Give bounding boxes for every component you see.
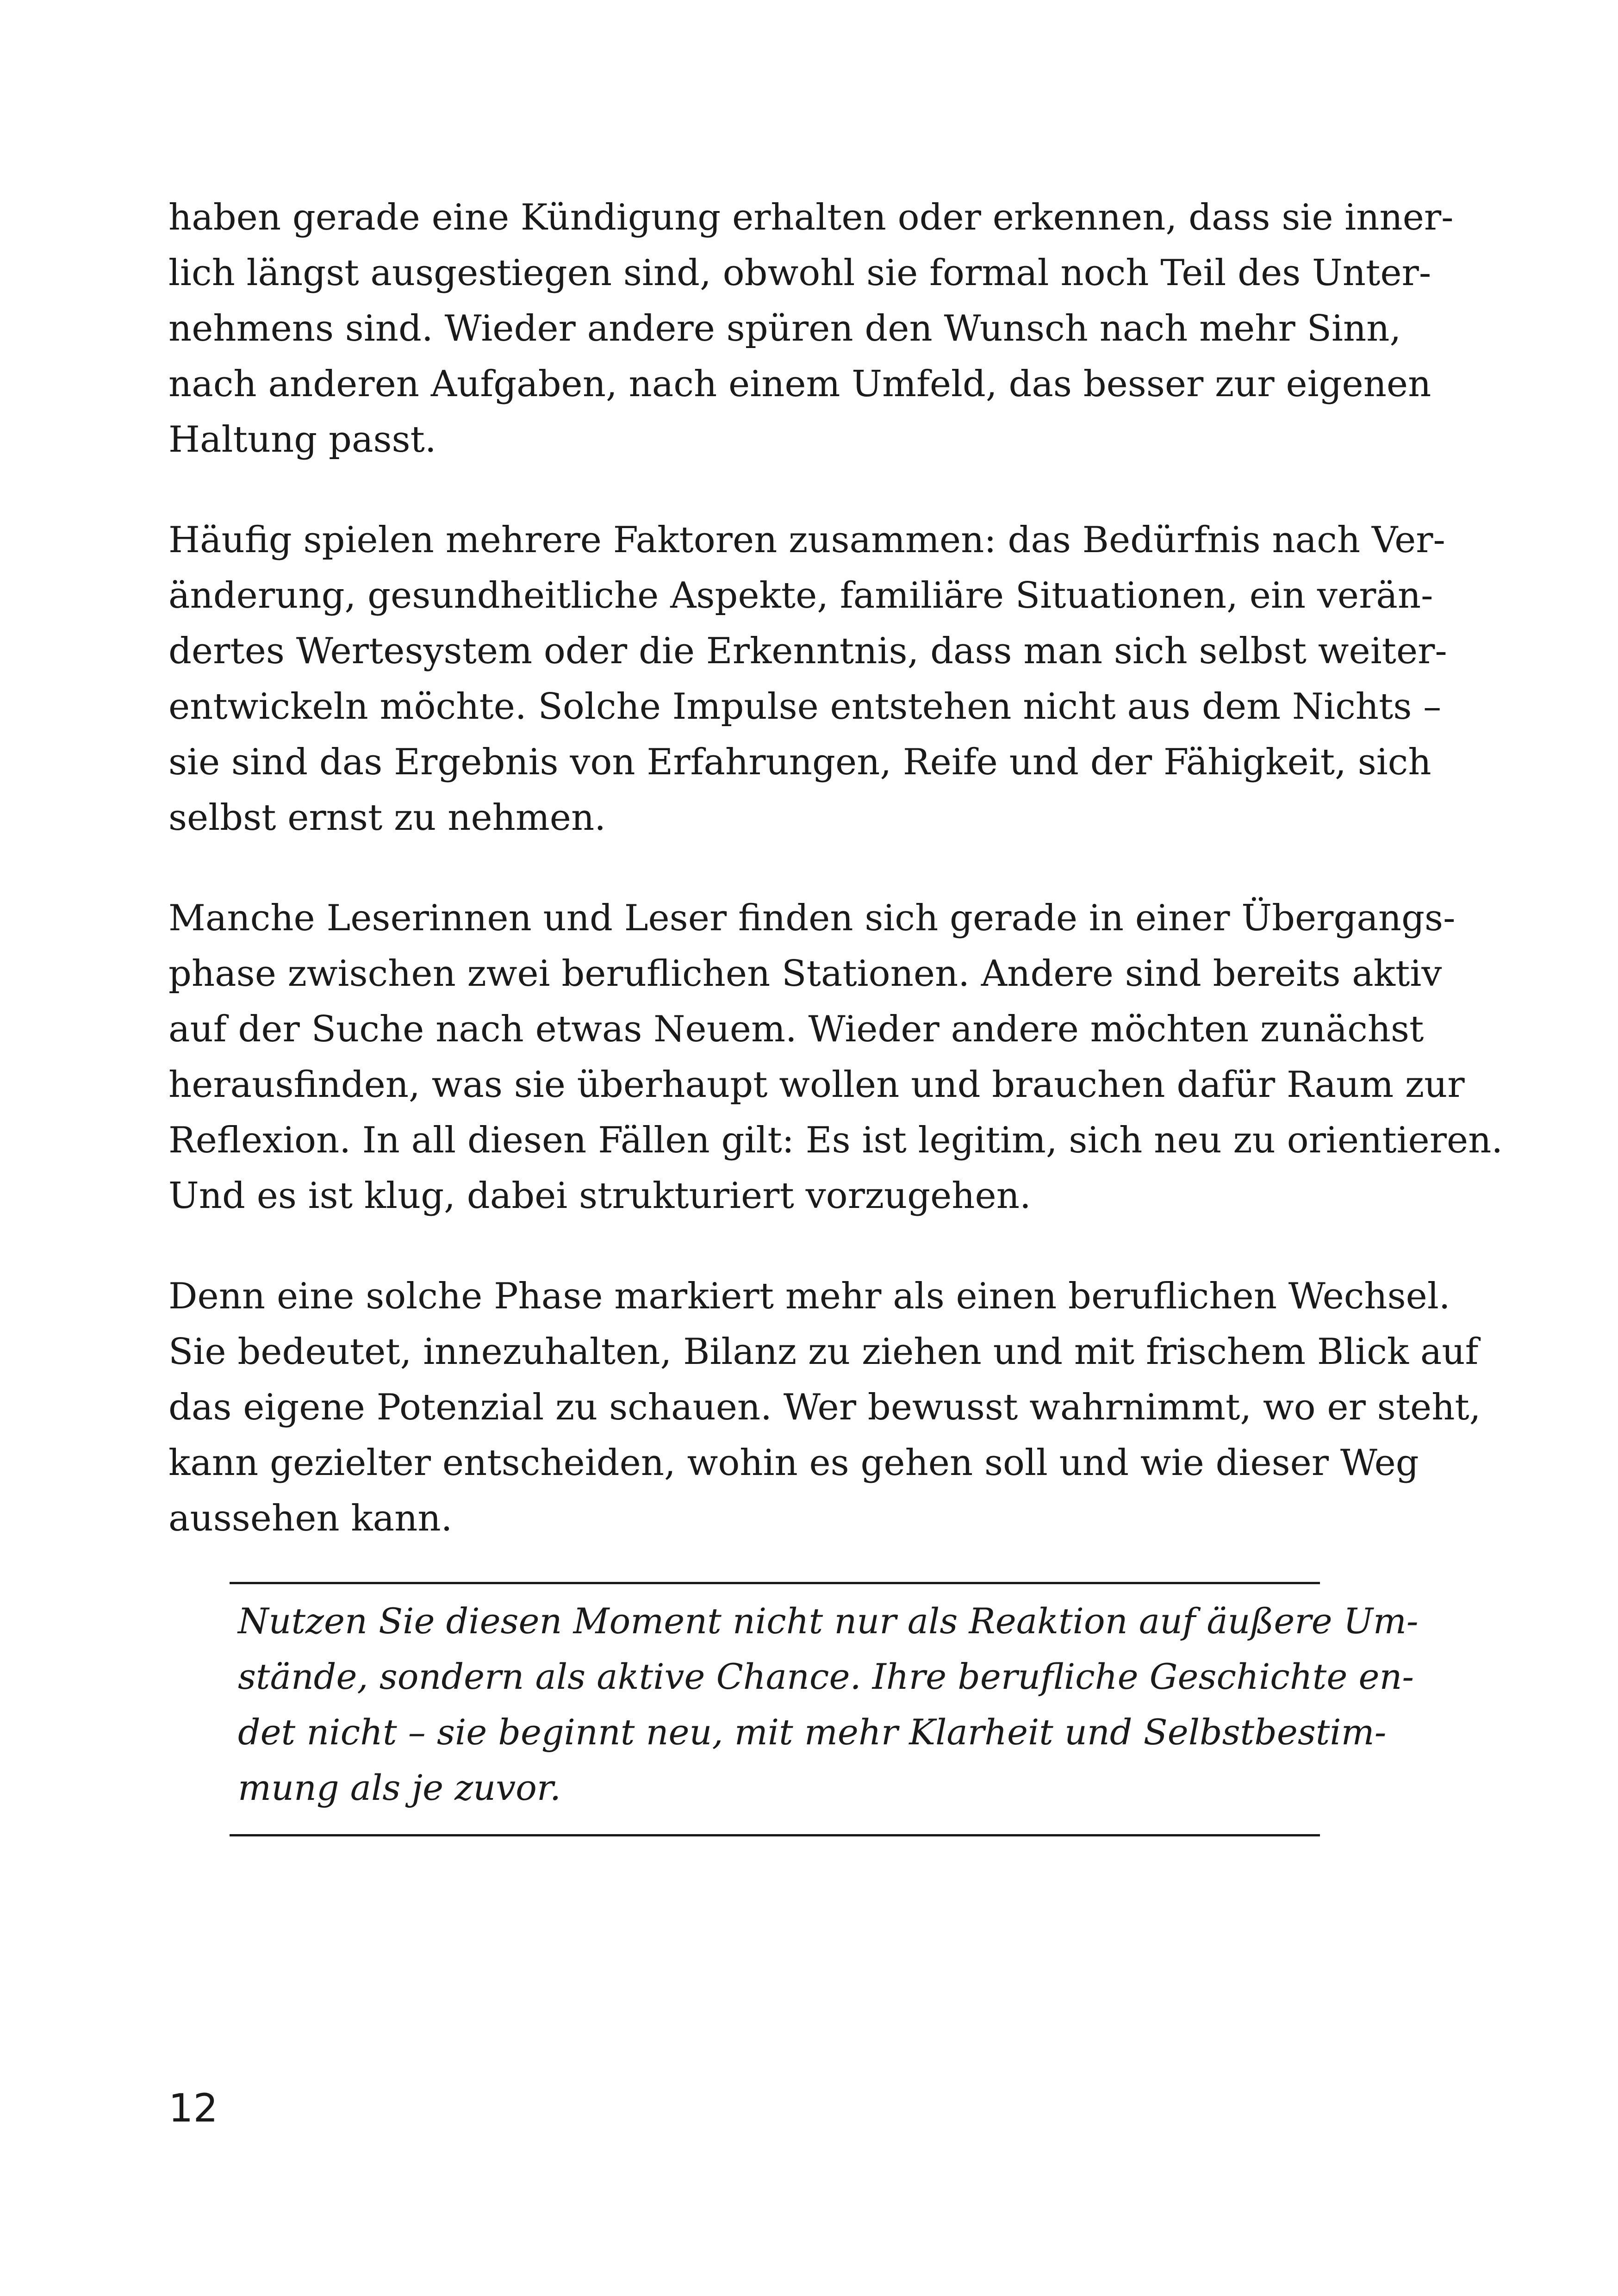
- callout-line: Nutzen Sie diesen Moment nicht nur als Reaktion auf äußere Um-: [238, 1600, 1419, 1642]
- text-line: kann gezielter entscheiden, wohin es gehen soll und wie dieser Weg: [168, 1442, 1419, 1484]
- text-line: änderung, gesundheitliche Aspekte, familiäre Situationen, ein verän-: [168, 575, 1433, 616]
- callout-line: mung als je zuvor.: [238, 1767, 561, 1808]
- callout-box: [230, 1582, 1419, 1836]
- callout-line: stände, sondern als aktive Chance. Ihre berufliche Geschichte en-: [238, 1656, 1414, 1697]
- paragraph-2: [168, 512, 1447, 846]
- text-line: aussehen kann.: [168, 1498, 453, 1539]
- text-line: haben gerade eine Kündigung erhalten oder erkennen, dass sie inner-: [168, 197, 1454, 238]
- paragraph-3: [168, 890, 1503, 1224]
- text-line: nehmens sind. Wieder andere spüren den Wunsch nach mehr Sinn,: [168, 308, 1401, 349]
- callout-line: det nicht – sie beginnt neu, mit mehr Klarheit und Selbstbestim-: [238, 1711, 1387, 1753]
- callout-text: [238, 1593, 1419, 1816]
- paragraph-1: [168, 190, 1454, 467]
- text-line: Und es ist klug, dabei strukturiert vorzugehen.: [168, 1175, 1031, 1217]
- text-line: selbst ernst zu nehmen.: [168, 797, 606, 839]
- text-line: Häufig spielen mehrere Faktoren zusammen: das Bedürfnis nach Ver-: [168, 519, 1445, 561]
- text-line: nach anderen Aufgaben, nach einem Umfeld, das besser zur eigenen: [168, 363, 1431, 405]
- text-line: phase zwischen zwei beruflichen Stationen. Andere sind bereits aktiv: [168, 953, 1442, 995]
- text-line: Reflexion. In all diesen Fällen gilt: Es ist legitim, sich neu zu orientieren.: [168, 1120, 1503, 1161]
- text-line: entwickeln möchte. Solche Impulse entstehen nicht aus dem Nichts –: [168, 686, 1442, 728]
- text-line: Haltung passt.: [168, 419, 436, 460]
- page-number: 12: [168, 2085, 218, 2131]
- text-line: herausfinden, was sie überhaupt wollen und brauchen dafür Raum zur: [168, 1064, 1465, 1106]
- text-line: dertes Wertesystem oder die Erkenntnis, dass man sich selbst weiter-: [168, 630, 1447, 672]
- text-line: lich längst ausgestiegen sind, obwohl sie formal noch Teil des Unter-: [168, 252, 1431, 294]
- paragraph-4: [168, 1269, 1481, 1546]
- text-line: auf der Suche nach etwas Neuem. Wieder andere möchten zunächst: [168, 1008, 1424, 1050]
- text-line: Denn eine solche Phase markiert mehr als einen beruflichen Wechsel.: [168, 1276, 1450, 1317]
- text-line: sie sind das Ergebnis von Erfahrungen, Reife und der Fähigkeit, sich: [168, 741, 1431, 783]
- text-line: Sie bedeutet, innezuhalten, Bilanz zu ziehen und mit frischem Blick auf: [168, 1331, 1479, 1373]
- text-line: das eigene Potenzial zu schauen. Wer bewusst wahrnimmt, wo er steht,: [168, 1387, 1481, 1428]
- body-text: [168, 190, 1503, 1591]
- text-line: Manche Leserinnen und Leser finden sich gerade in einer Übergangs-: [168, 897, 1456, 939]
